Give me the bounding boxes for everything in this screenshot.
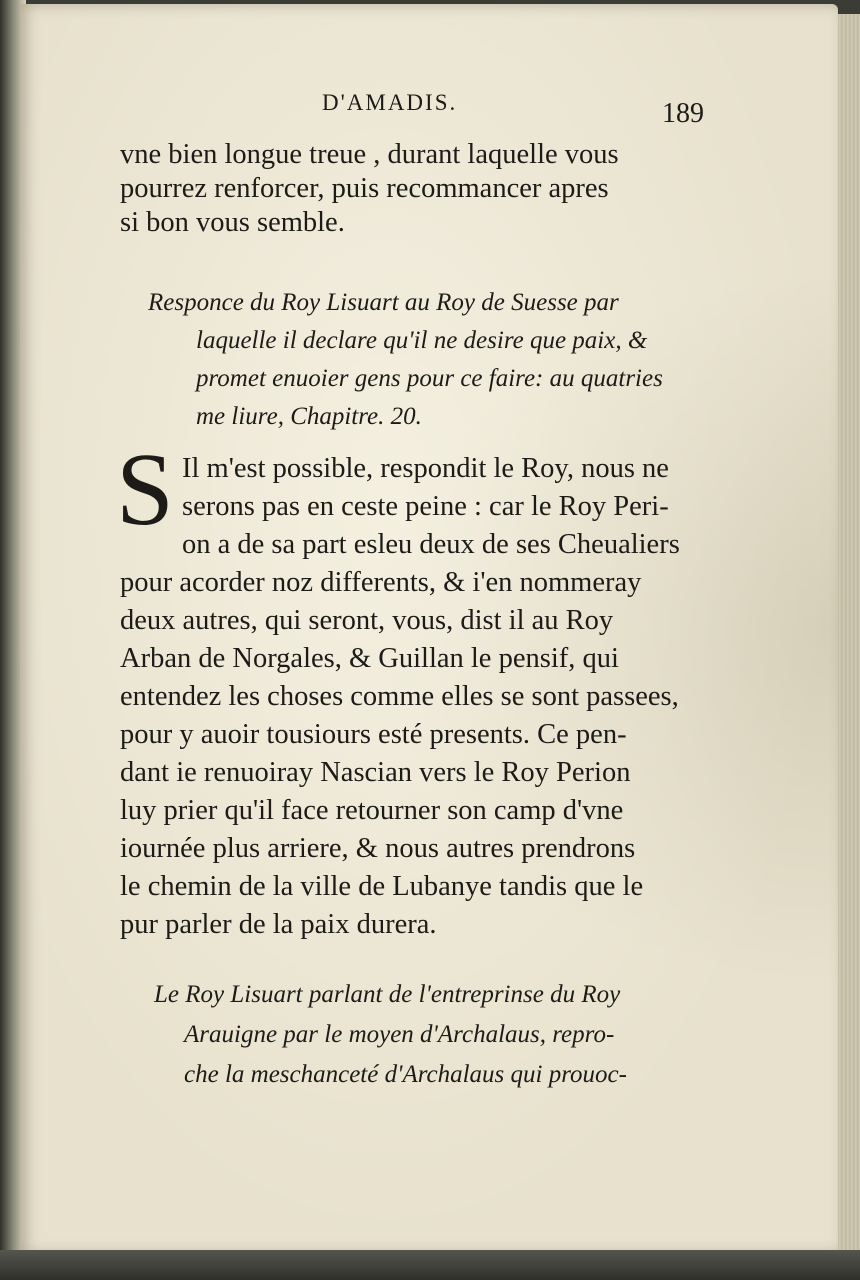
text-line: si bon vous semble. — [120, 207, 345, 238]
running-head: D'AMADIS. — [322, 90, 458, 115]
body-line: deux autres, qui seront, vous, dist il au Roy — [120, 605, 614, 636]
book-page — [20, 4, 838, 1254]
body-line: dant ie renuoiray Nascian vers le Roy Perion — [120, 757, 631, 788]
body-line: luy prier qu'il face retourner son camp d'vne — [120, 795, 624, 826]
chapter-heading-line: promet enuoier gens pour ce faire: au quatries — [196, 365, 663, 392]
body-line: pour y auoir tousiours esté presents. Ce pen- — [120, 719, 627, 750]
text-line: vne bien longue treue , durant laquelle vous — [120, 139, 619, 170]
body-line: serons pas en ceste peine : car le Roy Peri- — [182, 491, 669, 522]
body-line: Il m'est possible, respondit le Roy, nous ne — [182, 453, 669, 484]
body-line: on a de sa part esleu deux de ses Cheualiers — [182, 529, 680, 560]
body-line: pour acorder noz differents, & i'en nommeray — [120, 567, 642, 598]
body-line: le chemin de la ville de Lubanye tandis que le — [120, 871, 644, 902]
chapter-heading-line: che la meschanceté d'Archalaus qui prouoc- — [184, 1061, 627, 1088]
page-number: 189 — [662, 98, 704, 129]
body-line: Arban de Norgales, & Guillan le pensif, qui — [120, 643, 619, 674]
body-line: iournée plus arriere, & nous autres prendrons — [120, 833, 636, 864]
chapter-heading-line: Responce du Roy Lisuart au Roy de Suesse par — [148, 289, 619, 316]
chapter-heading-line: Le Roy Lisuart parlant de l'entreprinse du Roy — [154, 981, 621, 1008]
scan-bottom-edge — [0, 1250, 860, 1280]
chapter-heading-line: laquelle il declare qu'il ne desire que paix, & — [196, 327, 648, 354]
chapter-heading-line: me liure, Chapitre. 20. — [196, 403, 422, 430]
text-line: pourrez renforcer, puis recommancer apres — [120, 173, 609, 204]
body-line: pur parler de la paix durera. — [120, 909, 437, 940]
drop-cap: S — [116, 432, 174, 547]
chapter-heading-line: Arauigne par le moyen d'Archalaus, repro- — [184, 1021, 615, 1048]
body-line: entendez les choses comme elles se sont passees, — [120, 681, 679, 712]
